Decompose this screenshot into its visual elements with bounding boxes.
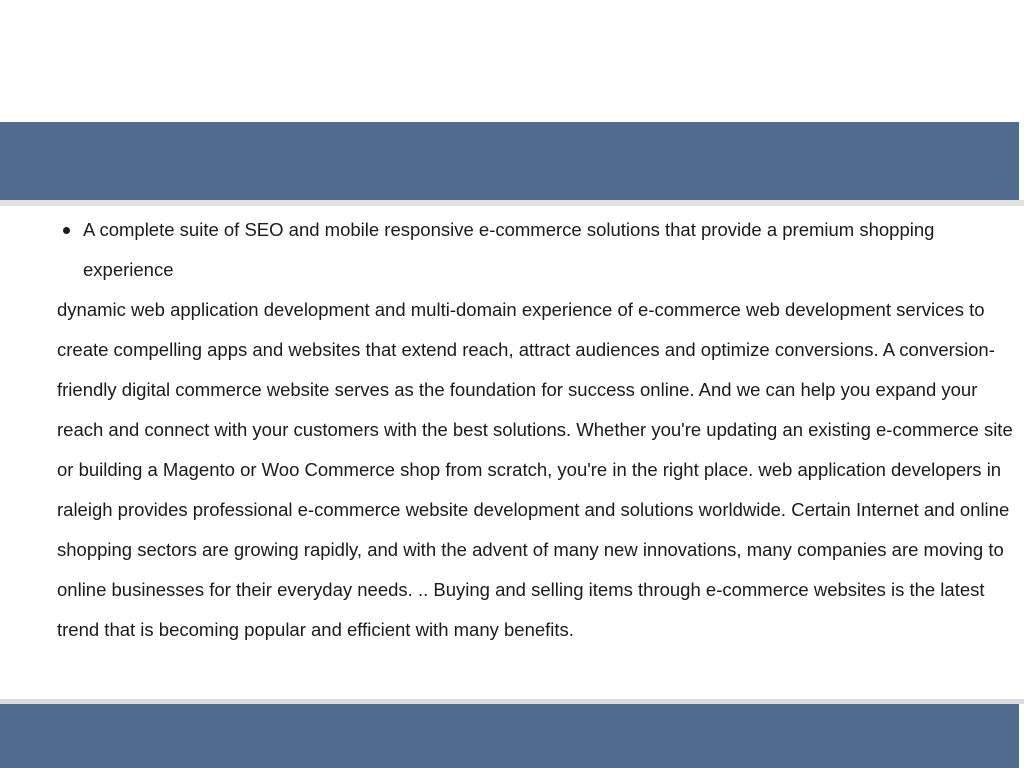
bullet-icon xyxy=(63,227,70,234)
feature-list xyxy=(57,210,1024,290)
header-band xyxy=(0,122,1019,200)
header-divider xyxy=(0,200,1024,206)
body-paragraph: dynamic web application development and multi-domain experience of e-commerce web development services to create compelling apps and websites that extend reach, attract audiences and optimize conversions. A conversion-friendly digital commerce website serves as the foundation for success online. And we can help you expand your reach and connect with your customers with the best solutions. Whether you're updating an existing e-commerce site or building a Magento or Woo Commerce shop from scratch, you're in the right place. web application developers in raleigh provides professional e-commerce website development and solutions worldwide. Certain Internet and online shopping sectors are growing rapidly, and with the advent of many new innovations, many companies are moving to online businesses for their everyday needs. .. Buying and selling items through e-commerce websites is the latest trend that is becoming popular and efficient with many benefits. xyxy=(57,299,1013,640)
main-content xyxy=(0,210,1024,699)
top-blank-area xyxy=(0,0,1024,122)
footer-band xyxy=(0,704,1019,768)
list-item xyxy=(83,210,1024,290)
list-item-text: A complete suite of SEO and mobile responsive e-commerce solutions that provide a premium shopping experience xyxy=(83,219,935,280)
